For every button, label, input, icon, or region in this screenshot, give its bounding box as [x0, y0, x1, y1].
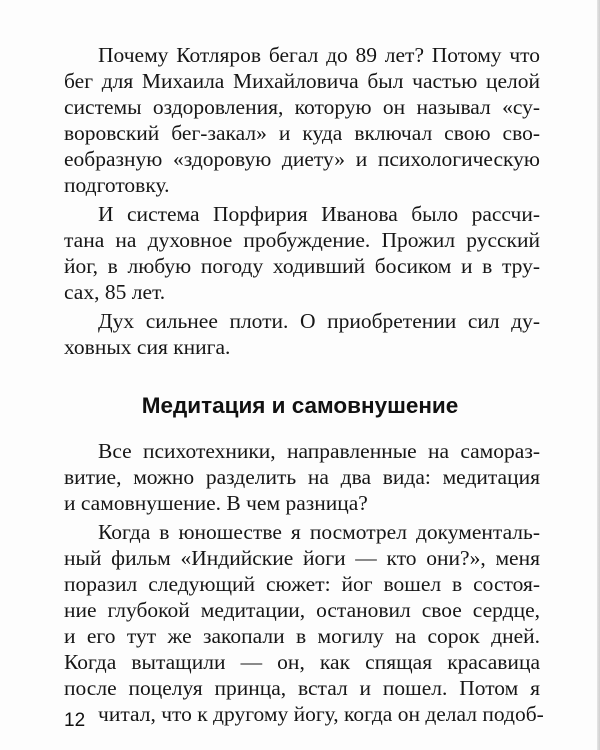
paragraph-line: тана на духовное пробуждение. Прожил русский	[64, 228, 540, 252]
paragraph-line: сах, 85 лет.	[64, 280, 166, 304]
paragraph-line: после поцелуя принца, встал и пошел. Потом я	[64, 676, 540, 700]
paragraph-line: бег для Михаила Михайловича был частью целой	[64, 69, 540, 93]
paragraph-line: Дух сильнее плоти. О приобретении сил ду-	[98, 309, 540, 333]
paragraph-line: системы оздоровления, которую он называл «су-	[64, 95, 540, 119]
section-heading: Медитация и самовнушение	[141, 393, 459, 418]
paragraph-line: И система Порфирия Иванова было рассчи-	[98, 202, 540, 226]
paragraph-line: ние глубокой медитации, остановил свое сердце,	[64, 598, 540, 622]
paragraph-line: поразил следующий сюжет: йог вошел в состоя-	[64, 572, 540, 596]
page-number: 12	[64, 710, 86, 731]
paragraph-line: витие, можно разделить на два вида: медитация	[64, 465, 540, 489]
paragraph-line: йог, в любую погоду ходивший босиком и в тру-	[64, 254, 540, 278]
paragraph-line: и его тут же закопали в могилу на сорок дней.	[64, 624, 540, 648]
paragraph-line: воровский бег-закал» и куда включал свою сво-	[64, 121, 540, 145]
paragraph-line: ный фильм «Индийские йоги — кто они?», меня	[64, 546, 540, 570]
paragraph-line: подготовку.	[64, 173, 170, 197]
paragraph-line: ховных сия книга.	[64, 335, 231, 359]
paragraph-line: Почему Котляров бегал до 89 лет? Потому что	[98, 43, 540, 67]
paragraph-line: Когда вытащили — он, как спящая красавица	[64, 650, 540, 674]
paragraph-line: Когда в юношестве я посмотрел документаль-	[98, 520, 540, 544]
paragraph-line: и самовнушение. В чем разница?	[64, 491, 368, 515]
paragraph-line: читал, что к другому йогу, когда он делал подоб-	[98, 702, 544, 726]
paragraph-line: Все психотехники, направленные на самораз-	[98, 439, 540, 463]
paragraph-line: еобразную «здоровую диету» и психологическую	[64, 147, 540, 171]
